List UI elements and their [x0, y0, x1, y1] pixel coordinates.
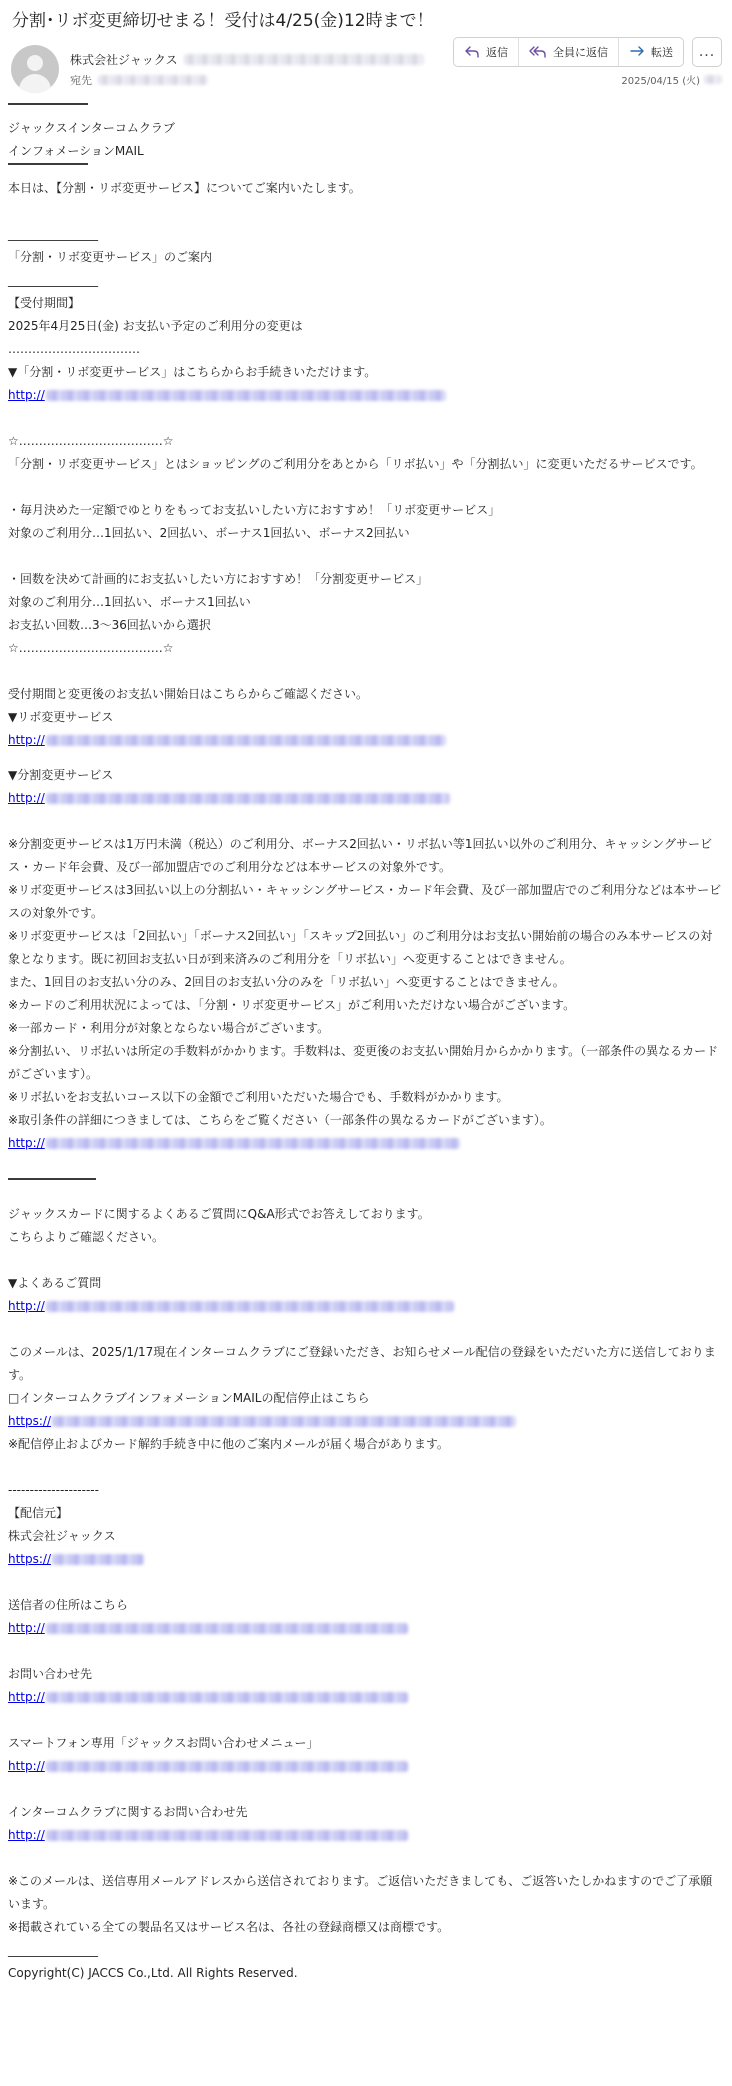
split-target: 対象のご利用分…1回払い、ボーナス1回払い: [8, 595, 251, 609]
email-subject: 分割･リボ変更締切せまる！受付は4/25(金)12時まで！: [12, 11, 434, 31]
terms-link[interactable]: [8, 1132, 724, 1155]
faq-intro: こちらよりご確認ください。: [8, 1230, 165, 1244]
period-text: 2025年4月25日(金) お支払い予定のご利用分の変更は: [8, 319, 303, 333]
intro-text: 本日は、【分割・リボ変更サービス】についてご案内いたします。: [8, 181, 361, 195]
unsubscribe-note: ※配信停止およびカード解約手続き中に他のご案内メールが届く場合があります。: [8, 1437, 449, 1451]
link-text[interactable]: http://: [8, 1621, 45, 1635]
service-description: 「分割・リボ変更サービス」とはショッピングのご利用分をあとから「リボ払い」や「分割払い」に変更いただるサービスです。: [8, 457, 703, 471]
link-text[interactable]: http://: [8, 1299, 45, 1313]
split-link-label: ▼分割変更サービス: [8, 768, 114, 782]
contact-label: お問い合わせ先: [8, 1667, 93, 1681]
email-date-row: [621, 72, 722, 86]
section-title: 「分割・リボ変更サービス」のご案内: [8, 250, 213, 264]
url-redacted[interactable]: [46, 735, 446, 746]
address-link[interactable]: [8, 1617, 724, 1640]
avatar-head-shape: [27, 55, 43, 71]
reply-label: 返信: [486, 46, 508, 59]
sender-avatar[interactable]: [11, 45, 59, 93]
copyright: Copyright(C) JACCS Co.,Ltd. All Rights Reserved.: [8, 1966, 298, 1980]
url-redacted[interactable]: [46, 1830, 408, 1841]
link-text[interactable]: https://: [8, 1552, 52, 1566]
star-rule: ☆………………………………☆: [8, 641, 174, 655]
reply-button[interactable]: [454, 38, 518, 66]
dotted-rule: ……………………………: [8, 342, 140, 356]
note-item: ※カードのご利用状況によっては、「分割・リボ変更サービス」がご利用いただけない場合がございます。: [8, 998, 576, 1012]
company-name: 株式会社ジャックス: [8, 1529, 116, 1543]
forward-button[interactable]: [618, 38, 683, 66]
faq-intro: ジャックスカードに関するよくあるご質問にQ&A形式でお答えしております。: [8, 1207, 430, 1221]
recipient-redacted: [98, 75, 208, 85]
url-redacted[interactable]: [46, 1761, 408, 1772]
note-item: ※分割払い、リボ払いは所定の手数料がかかります。手数料は、変更後のお支払い開始月からかかります。（一部条件の異なるカードがございます）。: [8, 1044, 719, 1081]
address-label: 送信者の住所はこちら: [8, 1598, 129, 1612]
url-redacted[interactable]: [46, 1301, 454, 1312]
note-item: ※リボ変更サービスは「2回払い」「ボーナス2回払い」「スキップ2回払い」のご利用分はお支払い開始前の場合のみ本サービスの対象となります。既に初回お支払い日が到来済みのご利用分を「リボ払い」へ変更することはできません。: [8, 929, 713, 966]
reply-all-icon: [529, 45, 547, 59]
sender-heading: 【配信元】: [8, 1506, 69, 1520]
link-text[interactable]: http://: [8, 1690, 45, 1704]
underline-rule: _______________: [8, 227, 98, 241]
note-item: ※分割変更サービスは1万円未満（税込）のご利用分、ボーナス2回払い・リボ払い等1回払い以外のご利用分、キャッシングサービス・カード年会費、及び一部加盟店でのご利用分などは本サービスの対象外です。: [8, 837, 712, 874]
sender-name[interactable]: 株式会社ジャックス: [70, 52, 178, 67]
org-line-2: インフォメーションMAIL: [8, 144, 144, 158]
faq-label: ▼よくあるご質問: [8, 1276, 102, 1290]
unsubscribe-text: □インターコムクラブインフォメーションMAILの配信停止はこちら: [8, 1391, 370, 1405]
registration-info: このメールは、2025/1/17現在インターコムクラブにご登録いただき、お知らせメール配信の登録をいただいた方に送信しております。: [8, 1345, 716, 1382]
note-item: ※取引条件の詳細につきましては、こちらをご覧ください（一部条件の異なるカードがございます）。: [8, 1113, 552, 1127]
org-line-1: ジャックスインターコムクラブ: [8, 121, 175, 135]
link-text[interactable]: https://: [8, 1414, 52, 1428]
faq-link[interactable]: [8, 1295, 724, 1318]
url-redacted[interactable]: [46, 1138, 460, 1149]
revo-target: 対象のご利用分…1回払い、2回払い、ボーナス1回払い、ボーナス2回払い: [8, 526, 410, 540]
email-actions: [453, 37, 684, 67]
smartphone-contact-label: スマートフォン専用「ジャックスお問い合わせメニュー」: [8, 1736, 319, 1750]
note-item: ※リボ変更サービスは3回払い以上の分割払い・キャッシングサービス・カード年会費、及び一部加盟店でのご利用分などは本サービスの対象外です。: [8, 883, 722, 920]
url-redacted[interactable]: [46, 390, 446, 401]
url-redacted[interactable]: [52, 1554, 144, 1565]
url-redacted[interactable]: [46, 793, 450, 804]
url-redacted[interactable]: [46, 1692, 408, 1703]
url-redacted[interactable]: [52, 1416, 516, 1427]
email-date: 2025/04/15 (火): [621, 75, 700, 87]
procedure-text: ▼「分割・リボ変更サービス」はこちらからお手続きいただけます。: [8, 365, 377, 379]
sender-row: [70, 50, 424, 68]
note-item: ※リボ払いをお支払いコース以下の金額でご利用いただいた場合でも、手数料がかかります。: [8, 1090, 509, 1104]
forward-icon: [629, 45, 645, 59]
link-text[interactable]: http://: [8, 1828, 45, 1842]
link-text[interactable]: http://: [8, 1759, 45, 1773]
intercom-contact-link[interactable]: [8, 1824, 724, 1847]
more-actions-button[interactable]: ...: [692, 37, 722, 67]
company-link[interactable]: [8, 1548, 724, 1571]
confirm-text: 受付期間と変更後のお支払い開始日はこちらからご確認ください。: [8, 687, 369, 701]
footer-note: ※掲載されている全ての製品名又はサービス名は、各社の登録商標又は商標です。: [8, 1920, 450, 1934]
note-item: また、1回目のお支払い分のみ、2回目のお支払い分のみを「リボ払い」へ変更することはできません。: [8, 975, 565, 989]
unsubscribe-link[interactable]: [8, 1410, 724, 1433]
forward-label: 転送: [651, 46, 673, 59]
link-text[interactable]: http://: [8, 791, 45, 805]
sender-address-redacted: [184, 54, 424, 65]
star-rule: ☆………………………………☆: [8, 434, 174, 448]
procedure-link[interactable]: [8, 384, 724, 407]
url-redacted[interactable]: [46, 1623, 408, 1634]
underline-rule: _______________: [8, 1943, 98, 1957]
note-item: ※一部カード・利用分が対象とならない場合がございます。: [8, 1021, 330, 1035]
avatar-body-shape: [19, 74, 51, 93]
link-text[interactable]: http://: [8, 388, 45, 402]
split-recommendation: ・回数を決めて計画的にお支払いしたい方におすすめ！「分割変更サービス」: [8, 572, 429, 586]
dashed-rule: ---------------------: [8, 1483, 99, 1497]
recipient-row: [70, 72, 208, 88]
time-redacted: [704, 75, 722, 84]
underline-rule: _______________: [8, 273, 98, 287]
email-body: [8, 103, 724, 1985]
revo-recommendation: ・毎月決めた一定額でゆとりをもってお支払いしたい方におすすめ！「リボ変更サービス」: [8, 503, 501, 517]
revo-link-label: ▼リボ変更サービス: [8, 710, 114, 724]
intercom-contact-label: インターコムクラブに関するお問い合わせ先: [8, 1805, 248, 1819]
reply-all-label: 全員に返信: [553, 46, 608, 59]
contact-link[interactable]: [8, 1686, 724, 1709]
to-label: 宛先: [70, 74, 92, 87]
period-heading: 【受付期間】: [8, 296, 81, 310]
link-text[interactable]: http://: [8, 733, 45, 747]
split-count: お支払い回数…3～36回払いから選択: [8, 618, 211, 632]
split-link[interactable]: [8, 787, 724, 810]
footer-note: ※このメールは、送信専用メールアドレスから送信されております。ご返信いただきましても、ご返答いたしかねますのでご了承願います。: [8, 1874, 713, 1911]
revo-link[interactable]: [8, 729, 724, 752]
link-text[interactable]: http://: [8, 1136, 45, 1150]
reply-icon: [464, 45, 480, 59]
reply-all-button[interactable]: [518, 38, 618, 66]
smartphone-contact-link[interactable]: [8, 1755, 724, 1778]
